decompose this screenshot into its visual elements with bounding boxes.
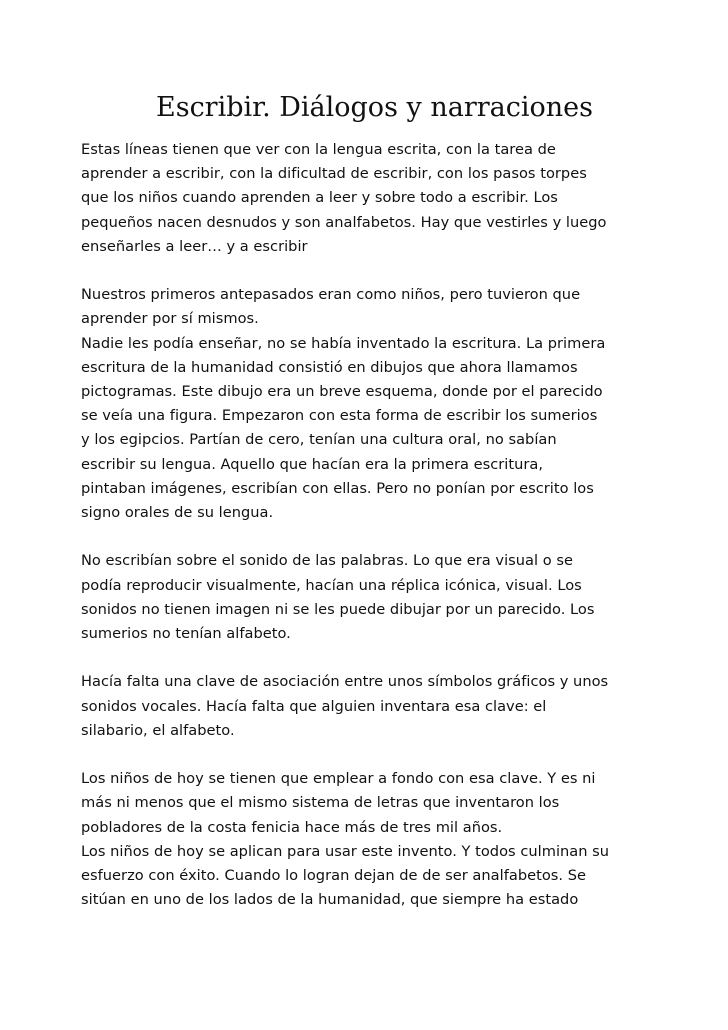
paragraph-3 [81,549,672,646]
text-line: Estas líneas tienen que ver con la lengua escrita, con la tarea de [81,141,556,158]
text-line: que los niños cuando aprenden a leer y sobre todo a escribir. Los [81,189,558,207]
text-line: sitúan en uno de los lados de la humanidad, que siempre ha estado [81,891,579,909]
text-line: sonidos vocales. Hacía falta que alguien inventara esa clave: el [81,697,547,715]
text-line: Nadie les podía enseñar, no se había inventado la escritura. La primera [81,334,606,352]
text-line: silabario, el alfabeto. [81,721,235,739]
paragraph-5 [81,767,672,912]
document-body [81,138,672,912]
text-line: enseñarles a leer… y a escribir [81,237,308,255]
text-line: pequeños nacen desnudos y son analfabetos. Hay que vestirles y luego [81,213,607,231]
paragraph-1 [81,138,672,259]
text-line: escritura de la humanidad consistió en dibujos que ahora llamamos [81,358,578,376]
text-line: sumerios no tenían alfabeto. [81,625,291,643]
text-line: pictogramas. Este dibujo era un breve esquema, donde por el parecido [81,383,603,401]
text-line: podía reproducir visualmente, hacían una réplica icónica, visual. Los [81,576,582,594]
text-line: No escribían sobre el sonido de las palabras. Lo que era visual o se [81,552,573,570]
text-line: Los niños de hoy se tienen que emplear a fondo con esa clave. Y es ni [81,770,596,788]
text-line: aprender a escribir, con la dificultad de escribir, con los pasos torpes [81,165,587,183]
document-title: Escribir. Diálogos y narraciones [156,92,593,123]
paragraph-4 [81,670,672,743]
text-line: Hacía falta una clave de asociación entre unos símbolos gráficos y unos [81,673,609,691]
text-line: signo orales de su lengua. [81,504,274,522]
text-line: sonidos no tienen imagen ni se les puede dibujar por un parecido. Los [81,600,595,618]
text-line: se veía una figura. Empezaron con esta forma de escribir los sumerios [81,407,598,425]
text-line: pobladores de la costa fenicia hace más de tres mil años. [81,818,503,836]
text-line: aprender por sí mismos. [81,310,259,328]
text-line: esfuerzo con éxito. Cuando lo logran dejan de de ser analfabetos. Se [81,867,587,885]
text-line: escribir su lengua. Aquello que hacían era la primera escritura, [81,455,544,473]
text-line: Nuestros primeros antepasados eran como niños, pero tuvieron que [81,286,581,304]
text-line: pintaban imágenes, escribían con ellas. Pero no ponían por escrito los [81,479,594,497]
text-line: Los niños de hoy se aplican para usar este invento. Y todos culminan su [81,842,610,860]
text-line: más ni menos que el mismo sistema de letras que inventaron los [81,794,560,812]
paragraph-2 [81,283,672,525]
text-line: y los egipcios. Partían de cero, tenían una cultura oral, no sabían [81,431,557,449]
